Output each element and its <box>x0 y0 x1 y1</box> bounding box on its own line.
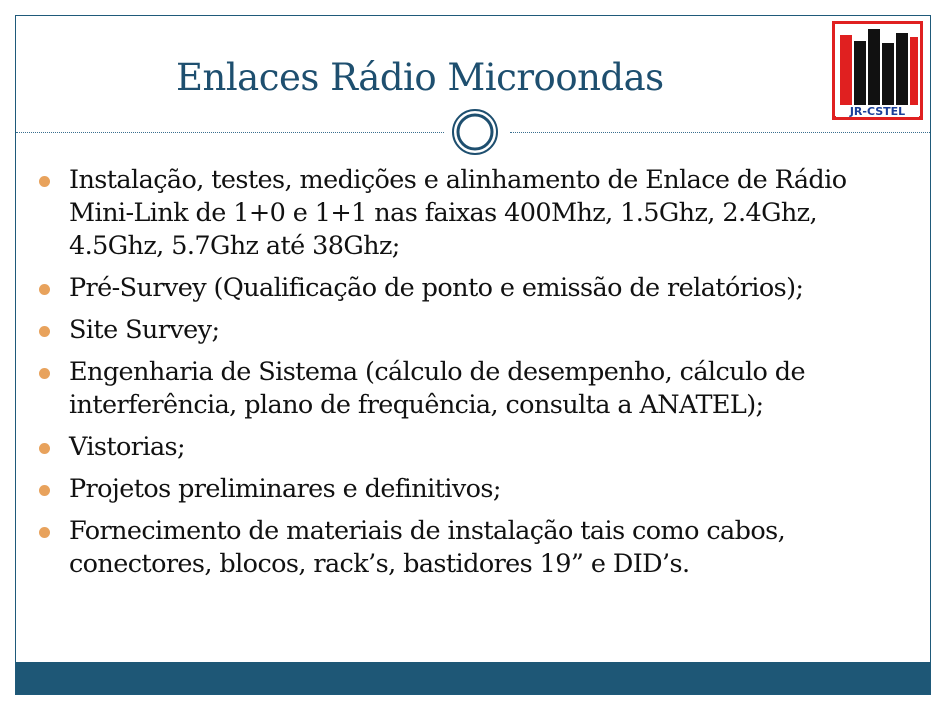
list-item <box>36 515 916 581</box>
list-item-text: Instalação, testes, medições e alinhamento de Enlace de Rádio Mini-Link de 1+0 e 1+1 nas faixas 400Mhz, 1.5Ghz, 2.4Ghz, 4.5Ghz, 5.7Ghz até 38Ghz; <box>69 165 847 261</box>
list-item-text: Pré-Survey (Qualificação de ponto e emissão de relatórios); <box>69 273 804 303</box>
ring-ornament-icon <box>451 108 499 156</box>
slide <box>15 15 931 695</box>
list-item-text: Engenharia de Sistema (cálculo de desempenho, cálculo de interferência, plano de frequência, consulta a ANATEL); <box>69 357 806 420</box>
footer-bar <box>16 662 930 694</box>
divider-right <box>510 132 930 133</box>
bullet-icon <box>39 326 50 337</box>
logo-text: JR-CSTEL <box>849 105 906 118</box>
bullet-icon <box>39 443 50 454</box>
list-item <box>36 473 916 506</box>
list-item-text: Vistorias; <box>69 432 186 462</box>
list-item-text: Projetos preliminares e definitivos; <box>69 474 501 504</box>
bullet-icon <box>39 368 50 379</box>
list-item-text: Site Survey; <box>69 315 220 345</box>
divider-left <box>16 132 444 133</box>
bullet-icon <box>39 284 50 295</box>
list-item <box>36 314 916 347</box>
company-logo <box>832 21 923 130</box>
list-item <box>36 272 916 305</box>
bullet-icon <box>39 485 50 496</box>
slide-title: Enlaces Rádio Microondas <box>176 56 664 99</box>
bullet-icon <box>39 176 50 187</box>
list-item-text: Fornecimento de materiais de instalação tais como cabos, conectores, blocos, rack’s, bastidores 19” e DID’s. <box>69 516 786 579</box>
list-item <box>36 356 916 422</box>
list-item <box>36 431 916 464</box>
list-item <box>36 164 916 263</box>
bullet-list <box>36 164 916 590</box>
bullet-icon <box>39 527 50 538</box>
